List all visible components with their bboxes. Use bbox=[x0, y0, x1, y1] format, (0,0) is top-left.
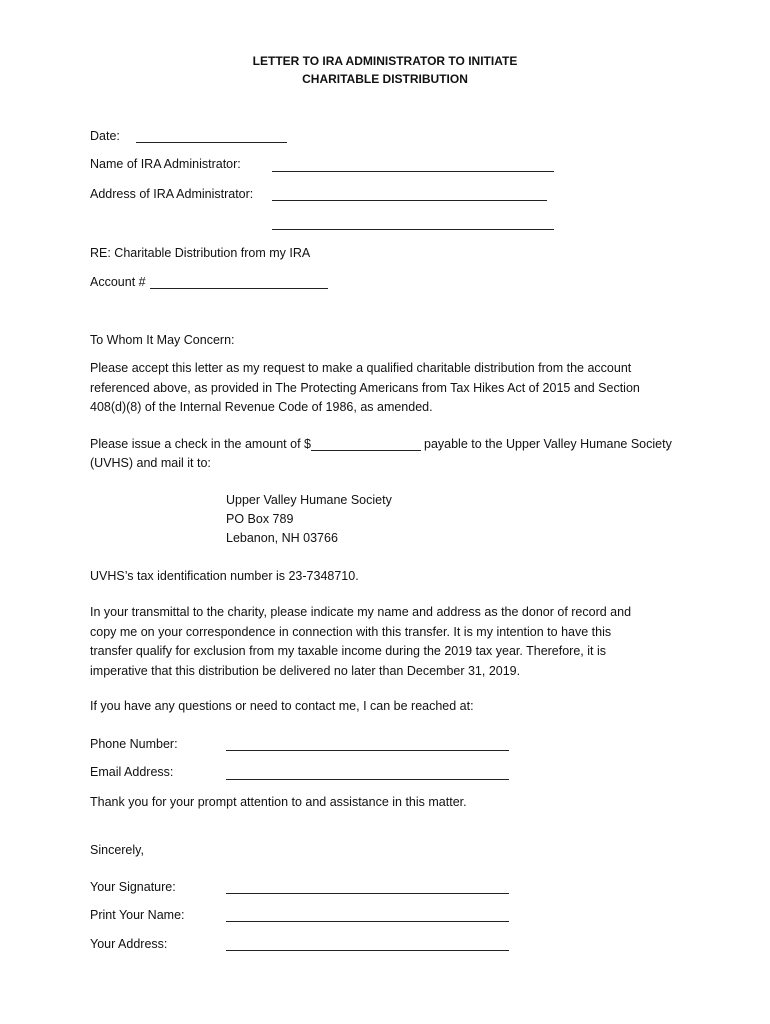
mailing-address-pobox: PO Box 789 bbox=[226, 512, 294, 526]
paragraph-request bbox=[90, 359, 690, 418]
account-field[interactable] bbox=[150, 288, 328, 289]
phone-label: Phone Number: bbox=[90, 737, 178, 751]
paragraph-transmittal-line: transfer qualify for exclusion from my taxable income during the 2019 tax year. Therefore, it is bbox=[90, 644, 606, 658]
date-label: Date: bbox=[90, 129, 120, 143]
contact-intro: If you have any questions or need to contact me, I can be reached at: bbox=[90, 699, 474, 713]
closing: Sincerely, bbox=[90, 843, 144, 857]
letter-title-line1: LETTER TO IRA ADMINISTRATOR TO INITIATE bbox=[252, 54, 518, 68]
admin-name-label: Name of IRA Administrator: bbox=[90, 157, 241, 171]
your-address-field[interactable] bbox=[226, 950, 509, 951]
your-address-label: Your Address: bbox=[90, 937, 168, 951]
check-amount-field[interactable] bbox=[311, 450, 421, 451]
check-mail-line: (UVHS) and mail it to: bbox=[90, 456, 211, 470]
re-line: RE: Charitable Distribution from my IRA bbox=[90, 246, 311, 260]
email-field[interactable] bbox=[226, 779, 509, 780]
letter-title-line2: CHARITABLE DISTRIBUTION bbox=[302, 72, 468, 86]
admin-address-label: Address of IRA Administrator: bbox=[90, 187, 254, 201]
paragraph-request-line: referenced above, as provided in The Protecting Americans from Tax Hikes Act of 2015 and Section bbox=[90, 380, 640, 395]
paragraph-transmittal-line: In your transmittal to the charity, please indicate my name and address as the donor of record and bbox=[90, 605, 632, 619]
check-amount-prefix: Please issue a check in the amount of $ bbox=[90, 437, 311, 451]
date-field[interactable] bbox=[136, 142, 287, 143]
paragraph-request-line: 408(d)(8) of the Internal Revenue Code of 1986, as amended. bbox=[90, 400, 433, 414]
signature-label: Your Signature: bbox=[90, 880, 176, 894]
signature-field[interactable] bbox=[226, 893, 509, 894]
admin-address-field-line1[interactable] bbox=[272, 200, 547, 201]
email-label: Email Address: bbox=[90, 765, 174, 779]
thanks-line: Thank you for your prompt attention to and assistance in this matter. bbox=[90, 795, 467, 809]
admin-address-field-line2[interactable] bbox=[272, 229, 554, 230]
phone-field[interactable] bbox=[226, 750, 509, 751]
mailing-address-name: Upper Valley Humane Society bbox=[226, 493, 392, 507]
tax-id-line: UVHS’s tax identification number is 23-7348710. bbox=[90, 569, 359, 583]
mailing-address-city: Lebanon, NH 03766 bbox=[226, 531, 338, 545]
paragraph-transmittal-line: copy me on your correspondence in connection with this transfer. It is my intention to have this bbox=[90, 624, 612, 639]
admin-name-field[interactable] bbox=[272, 171, 554, 172]
paragraph-transmittal bbox=[90, 603, 690, 681]
check-amount-suffix: payable to the Upper Valley Humane Society bbox=[424, 437, 672, 451]
account-label: Account # bbox=[90, 275, 146, 289]
print-name-label: Print Your Name: bbox=[90, 908, 185, 922]
paragraph-request-line: Please accept this letter as my request to make a qualified charitable distribution from the account bbox=[90, 361, 632, 375]
paragraph-transmittal-line: imperative that this distribution be delivered no later than December 31, 2019. bbox=[90, 663, 521, 678]
salutation: To Whom It May Concern: bbox=[90, 333, 235, 347]
print-name-field[interactable] bbox=[226, 921, 509, 922]
